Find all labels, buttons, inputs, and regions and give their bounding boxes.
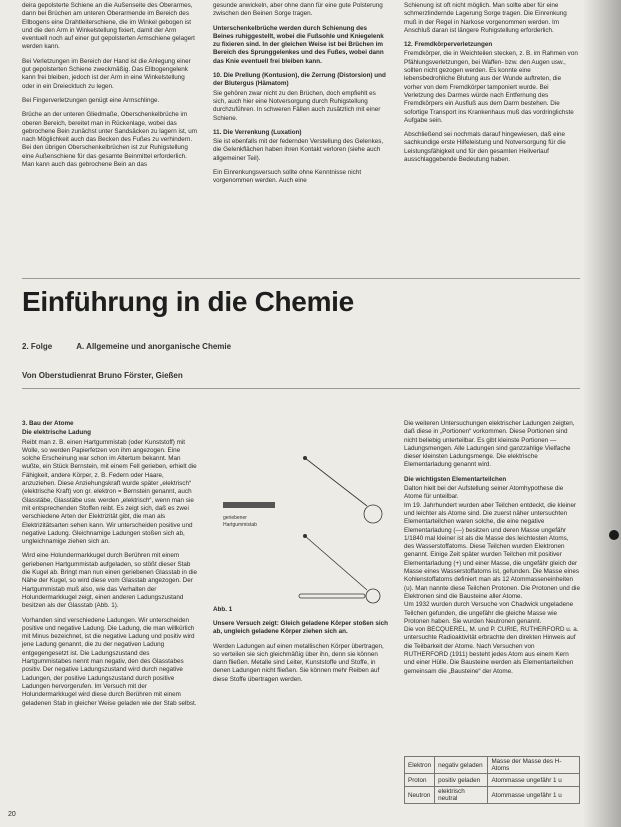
figure-illustration	[213, 428, 399, 604]
paragraph: Schienung ist oft nicht möglich. Man sollte aber für eine schmerzlindernde Lagerung Sorge tragen. Die Einrenkung muß in der Regel in Narkose vorgenommen werden. Im Anschluß daran ist längere Ruhigstellung erforderlich.	[404, 2, 567, 34]
paragraph: Bei Verletzungen im Bereich der Hand ist die Anlegung einer gut gepolsterten Schiene zweckmäßig. Das Ellbogengelenk kann frei bleiben, jedoch ist der Arm in eine Winkelstellung oder in ein Dreiecktuch zu legen.	[22, 57, 191, 90]
section-heading: 10. Die Prellung (Kontusion), die Zerrung (Distorsion) und der Blutergus (Hämatom)	[213, 72, 386, 88]
table-cell: positiv geladen	[435, 774, 488, 787]
subheading: Die elektrische Ladung	[22, 429, 91, 437]
body-column-1	[22, 420, 198, 714]
paragraph: deira gepolsterte Schiene an die Außenseite des Oberarmes, dann bei Brüchen am unteren Oberarmende im Bereich des Ellbogens eine Drahtleiterschiene, die im Winkel gebogen ist und die den Arm in Winkelstellung fixiert, damit der Arm eventuell noch auf einer gut gepolsterten Armschiene gelagert werden kann.	[22, 2, 195, 51]
figure-caption: Abb. 1	[213, 606, 233, 613]
series-line	[22, 342, 231, 351]
paragraph: Unterschenkelbrüche werden durch Schienung des Beines ruhiggestellt, wobei die Fußsohle und Kniegelenk zu fixieren sind. In der gleichen Weise ist bei Brüchen im Bereich des Sprunggelenkes und des Fußes, wobei dann das Knie eventuell frei bleiben kann.	[213, 24, 384, 65]
paragraph: Die weiteren Untersuchungen elektrischer Ladungen zeigten, daß diese in „Portionen“ vorkommen. Diese Portionen sind nicht beliebig unterteilbar. Es gibt kleinste Portionen — Ladungsmengen. Alle Ladungen sind ganzzahlige Vielfache dieser kleinsten Ladungsmenge. Die elektrische Elementarladung genannt wird.	[404, 420, 575, 469]
table-cell: Masse der Masse des H-Atoms	[488, 757, 580, 774]
particle-table	[404, 756, 580, 804]
paragraph: Werden Ladungen auf einen metallischen Körper übertragen, so verteilen sie sich gleichmäßig über ihn, denn sie können dann fließen. Metalle sind Leiter, Kunststoffe und Stoffe, in denen Ladungen nicht fließen. Sie können mehr Reiben auf diese Stoffe übertragen werden.	[213, 642, 384, 683]
paragraph: Dalton hielt bei der Aufstellung seiner Atomhypothese die Atome für unteilbar. Im 19. Jahrhundert wurden aber Teilchen entdeckt, die kleiner und leichter als Atome sind. Die zuerst näher untersuchten Elementarteilchen waren solche, die eine negative Elementarladung (—) besitzen und deren Masse ungefähr 1/1840 mal kleiner ist als die Masse des leichtesten Atoms, des Wasserstoffatoms. Diese Teilchen wurden Elektronen genannt. Einige Zeit später wurden Teilchen mit positiver Elementarladung (+) und einer Masse, die ungefähr gleich der Masse eines Wasserstoffatoms ist, gefunden. Die Masse eines Kohlenstoffatoms definiert man als 12 Atommasseneinheiten (u). Man nannte diese Teilchen Protonen. Die Protonen und die Elektronen sind die Bausteine aller Atome. Um 1932 wurden durch Versuche von Chadwick ungeladene Teilchen gefunden, die ungefähr die gleiche Masse wie Protonen haben. Sie wurden Neutronen genannt. Die von BECQUEREL, M. und P. CURIE, RUTHERFORD u. a. untersuchte Radioaktivität erbrachte den direkten Hinweis auf die Teilbarkeit der Atome. Nach Versuchen von RUTHERFORD (1911) besteht jedes Atom aus einem Kern und einer Hülle. Die Bausteine werden als Elementarteilchen gemeinsam die „Bausteine“ der Atome.	[404, 485, 580, 675]
table-cell: Elektron	[405, 757, 435, 774]
table-row	[405, 774, 580, 787]
figure-label: Hartgummistab	[223, 522, 257, 528]
table-cell: negativ geladen	[435, 757, 488, 774]
page-number: 20	[8, 811, 16, 818]
table-cell: Atommasse ungefähr 1 u	[488, 787, 580, 804]
paragraph: Brüche an der unteren Gliedmaße, Oberschenkelbrüche im oberen Bereich, bereitet man in Rückenlage, wobei das gebrochene Bein zunächst unter Sandsäcken zu lagern ist, um nach Möglichkeit auch das Becken des Fußes zu verhindern. Bei den übrigen Oberschenkelbrüchen ist zur Ruhigstellung eine Außenschiene für das gesamte Beinmittel erforderlich. Man kann auch das gebrochene Bein an das	[22, 111, 198, 169]
paragraph: Ein Einrenkungsversuch sollte ohne Kenntnisse nicht vorgenommen werden. Auch eine	[213, 169, 362, 185]
table-cell: Neutron	[405, 787, 435, 804]
table-cell: Proton	[405, 774, 435, 787]
figure-label: geriebener	[223, 515, 247, 521]
paragraph: Vorhanden sind verschiedene Ladungen. Wir unterscheiden positive und negative Ladung. Die Ladung, die man willkürlich mit Minus bezeichnet, ist die negative Ladung und positiv wird jene Ladung genannt, die zu der negativen Ladung entgegengesetzt ist. Die Ladungszustand des Hartgummistabes nennt man negativ, den des Glasstabes positiv. Der negative Ladungszustand wird durch negative Ladungen, der positive Ladungszustand durch positive Ladungen hervorgerufen. Im Versuch mit der Holundermarkkugel wird diese durch Berühren mit einem geladenen Stab in gleicher Weise geladen wie der Stab selbst.	[22, 616, 197, 707]
section-heading: 12. Fremdkörperverletzungen	[404, 41, 493, 49]
subheading: Die wichtigsten Elementarteilchen	[404, 475, 507, 483]
article-title: Einführung in die Chemie	[22, 286, 354, 317]
author-line: Von Oberstudienrat Bruno Förster, Gießen	[22, 371, 183, 380]
paragraph: gesunde anwickeln, aber ohne dann für eine gute Polsterung zwischen den Beinen Sorge tragen.	[213, 2, 383, 18]
series-number: 2. Folge	[22, 342, 53, 351]
divider	[22, 388, 580, 389]
section-heading: 3. Bau der Atome	[22, 420, 74, 427]
section-heading: 11. Die Verrenkung (Luxation)	[213, 128, 302, 136]
page-edge-shadow	[583, 0, 621, 827]
table-cell: elektrisch neutral	[435, 787, 488, 804]
paragraph: Abschließend sei nochmals darauf hingewiesen, daß eine sachkundige erste Hilfeleistung und Notversorgung für die Leistungsfähigkeit und für den gesamten Heilverlauf ausschlaggebende Bedeutung haben.	[404, 131, 566, 164]
binder-hole	[609, 530, 619, 540]
body-column-2	[213, 620, 389, 690]
paragraph: Bei Fingerverletzungen genügt eine Armschlinge.	[22, 96, 160, 104]
table-cell: Atommasse ungefähr 1 u	[488, 774, 580, 787]
paragraph: Sie gehören zwar nicht zu den Brüchen, doch empfiehlt es sich, auch hier eine Notversorgung durch Ruhigstellung durchzuführen. In schweren Fällen auch zusätzlich mit einer Schiene.	[213, 89, 381, 122]
paragraph: Sie ist ebenfalls mit der federnden Verstellung des Gelenkes, die Gelenkflächen haben ihren Kontakt verloren (siehe auch allgemeiner Teil).	[213, 138, 384, 162]
divider	[22, 278, 580, 279]
top-column-2	[213, 2, 389, 192]
paragraph: Fremdkörper, die in Weichteilen stecken, z. B. im Rahmen von Pfählungsverletzungen, bei Waffen- bzw. den Augen usw., sollten nicht gezogen werden. Es konnte eine lebensbedrohliche Blutung aus der Wunde auftreten, die vorher von dem Fremdkörper tamponiert wurde. Bei Verletzung des Darmes würde nach Entfernung des Fremdkörpers ein Ausfluß aus dem Darm bestehen. Die sofortige Transport ins Krankenhaus muß das vordringlichste Aufgabe sein.	[404, 50, 578, 124]
table-row	[405, 757, 580, 774]
series-part: A. Allgemeine und anorganische Chemie	[76, 342, 232, 351]
top-column-1	[22, 2, 198, 175]
body-column-3	[404, 420, 580, 682]
table-row	[405, 787, 580, 804]
top-column-3	[404, 2, 580, 170]
figure-charged-sphere	[213, 428, 399, 604]
paragraph: Reibt man z. B. einen Hartgummistab (oder Kunststoff) mit Wolle, so werden Papierfetzen von ihm angezogen. Eine solche Erscheinung war schon im Altertum bekannt. Man wußte, ein Stück Bernstein, mit einem Fell gerieben, erhielt die Fähigkeit, andere Körper, z. B. Federn oder Haare, anzuziehen. Diese Anziehungskraft wurde später „elektrisch“ (elektrische Kraft) von gr. elektron = Bernstein genannt, auch Glasstäbe, Glasstäbe usw. werden „elektrisch“, wenn man sie mit entsprechenden Stoffen reibt. Es zeigt sich, daß es zwei verschiedene Arten der Elektrizität gibt, die man als Elektrizitätsarten sehen kann. Wir unterscheiden positive und negative Ladung. Gleichnamige Ladungen stoßen sich ab, ungleichnamige ziehen sich an.	[22, 438, 197, 546]
statement: Unsere Versuch zeigt: Gleich geladene Körper stoßen sich ab, ungleich geladene Körper ziehen sich an.	[213, 620, 388, 636]
paragraph: Wird eine Holundermarkkugel durch Berühren mit einem geriebenen Hartgummistab aufgeladen, so stößt dieser Stab die Kugel ab. Bringt man nun einen geriebenen Glasstab in die Nähe der Kugel, so wird diese vom Glasstab angezogen. Der Hartgummistab muß also, wie das Verhalten der Holundermarkkugel zeigt, einen anderen Ladungszustand besitzen als der Glasstab (Abb. 1).	[22, 552, 198, 610]
